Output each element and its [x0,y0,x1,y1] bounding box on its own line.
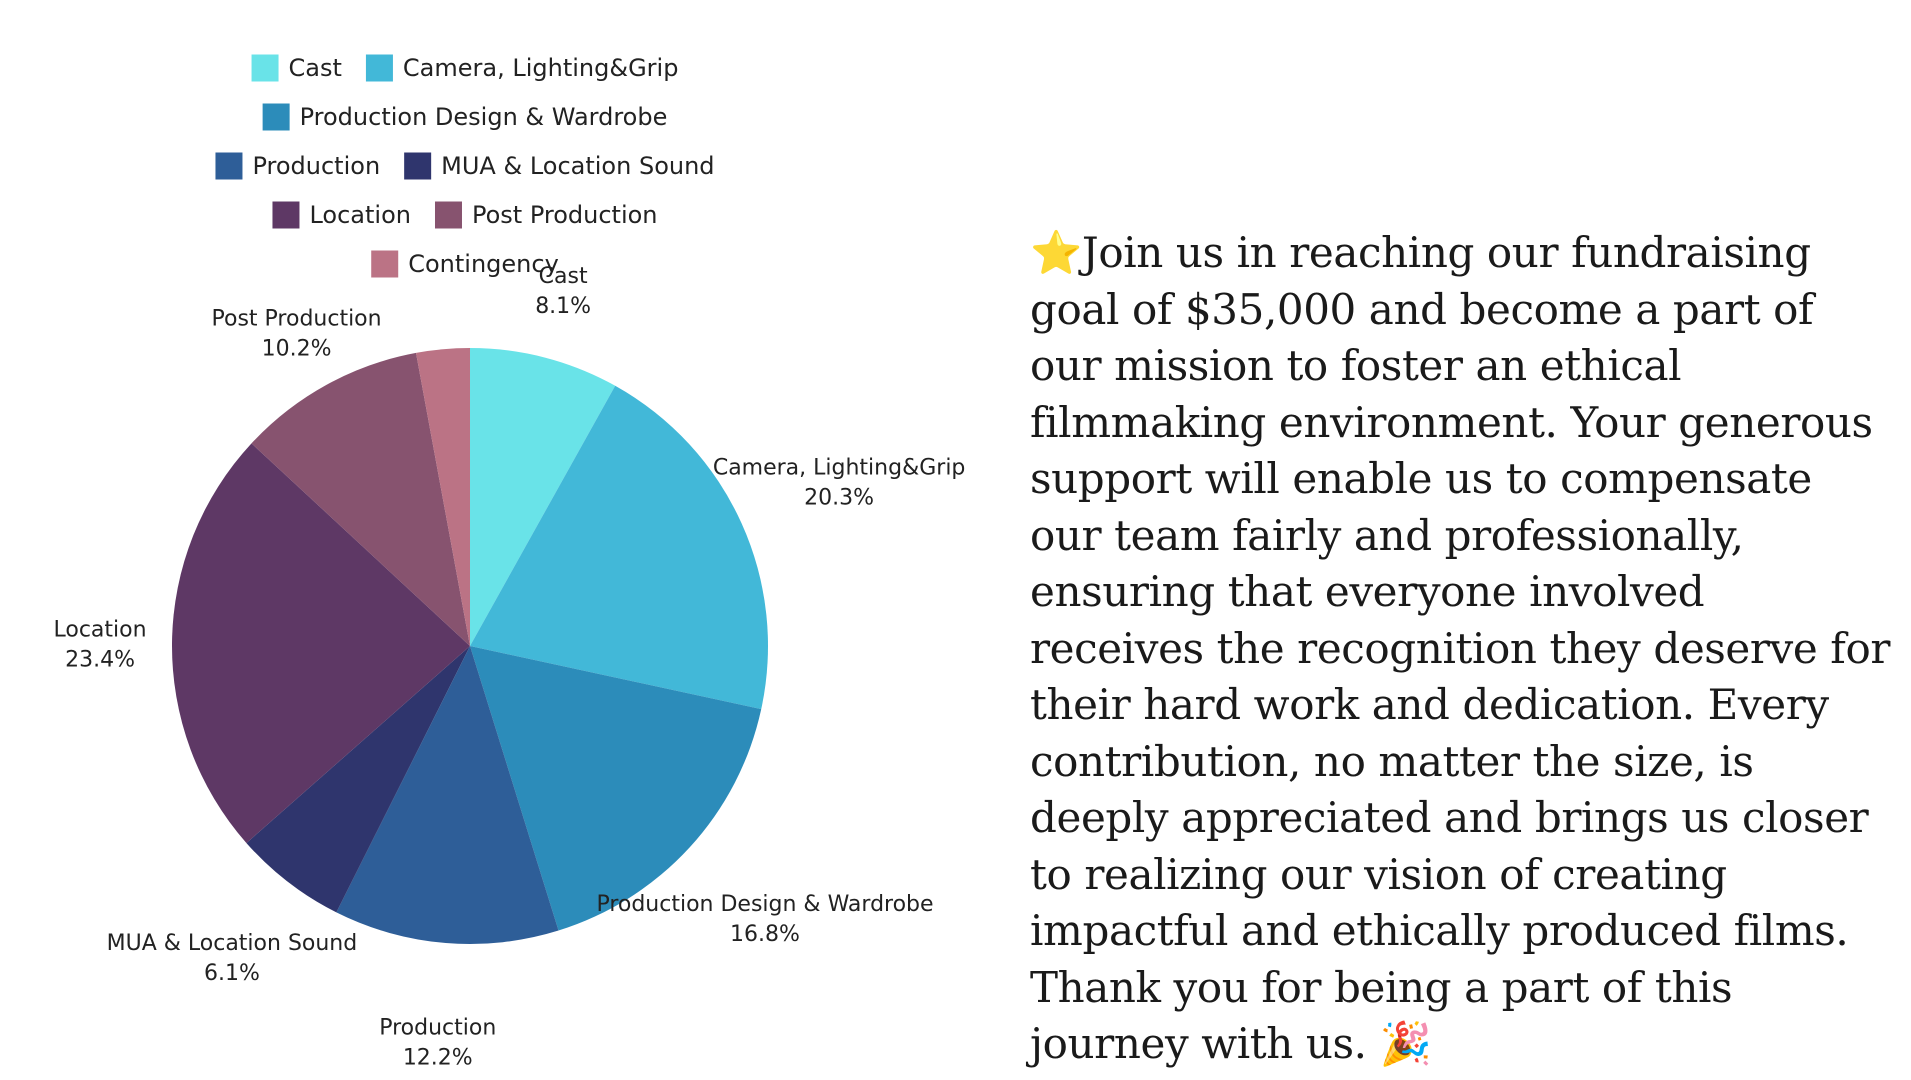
chart-legend [215,54,714,278]
slice-percent-location: 23.4% [65,647,135,673]
fundraising-message [1030,225,1890,1073]
slice-label-post-production: Post Production [211,306,382,332]
slice-label-location: Location [53,617,147,643]
legend-label-production-design-and-wardrobe: Production Design & Wardrobe [299,103,668,131]
star-icon: ⭐ [1030,228,1082,277]
legend-swatch-post-production [435,202,462,229]
slice-label-cast: Cast [538,263,588,289]
pie-slices [172,348,768,944]
legend-label-post-production: Post Production [471,201,658,229]
legend-swatch-cast [252,55,279,82]
legend-label-cast: Cast [288,54,342,82]
legend-label-mua-and-location-sound: MUA & Location Sound [441,152,715,180]
fundraising-message-text: Join us in reaching our fundraising goal of $35,000 and become a part of our mission to foster an ethical filmmaking environment. Your generous support will enable us to compensate our team fairly and professionally, ensuring that everyone involved receives the recognition they deserve for their hard work and dedication. Every contribution, no matter the size, is deeply appreciated and brings us closer to realizing our vision of creating impactful and ethically produced films. Thank you for being a part of this journey with us. [1030,228,1891,1068]
legend-label-contingency: Contingency [408,250,559,278]
legend-swatch-production-design-and-wardrobe [263,104,290,131]
legend-swatch-location [272,202,299,229]
slice-percent-cast: 8.1% [535,293,592,319]
slice-label-mua-and-location-sound: MUA & Location Sound [106,930,358,956]
party-popper-icon: 🎉 [1379,1019,1432,1068]
legend-swatch-contingency [371,251,398,278]
slice-percent-camera-lighting-and-grip: 20.3% [804,485,875,511]
legend-swatch-production [215,153,242,180]
legend-label-production: Production [252,152,381,180]
slice-percent-mua-and-location-sound: 6.1% [203,960,260,986]
slice-percent-production-design-and-wardrobe: 16.8% [730,922,800,948]
legend-label-location: Location [309,201,411,229]
slice-label-production-design-and-wardrobe: Production Design & Wardrobe [596,892,934,918]
legend-swatch-camera-lighting-and-grip [366,55,393,82]
legend-label-camera-lighting-and-grip: Camera, Lighting&Grip [402,54,679,82]
slice-label-production: Production [379,1015,497,1041]
slice-percent-post-production: 10.2% [261,336,332,362]
legend-swatch-mua-and-location-sound [404,153,431,180]
slice-label-camera-lighting-and-grip: Camera, Lighting&Grip [712,455,966,481]
slice-percent-production: 12.2% [402,1045,473,1071]
